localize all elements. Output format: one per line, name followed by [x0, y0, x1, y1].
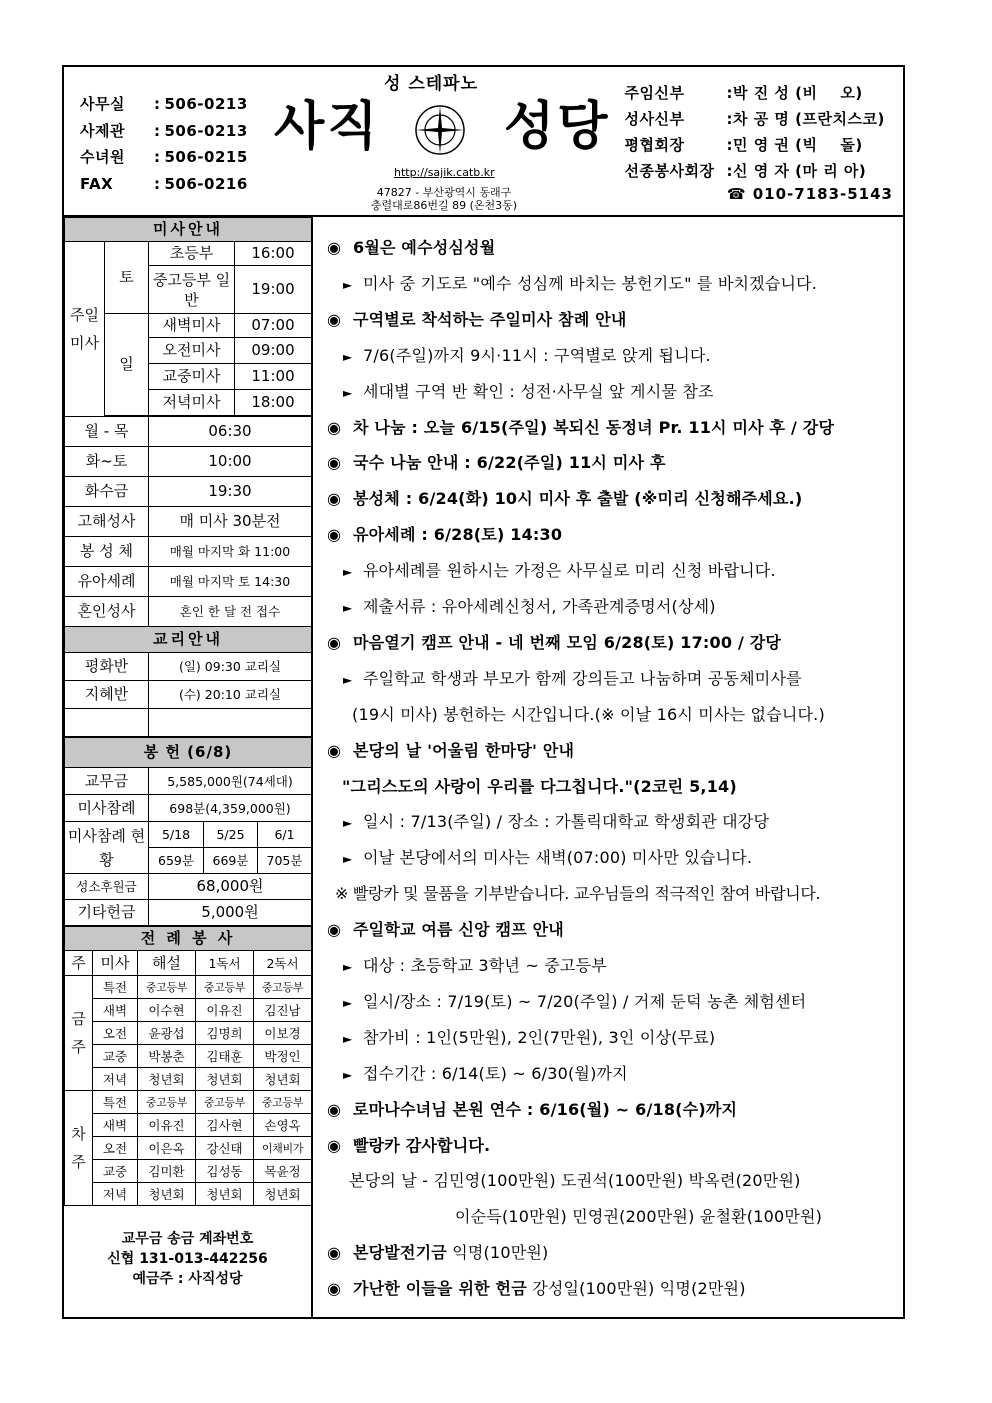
parish-name-part1: 사직	[274, 97, 381, 157]
mass-title: 미사안내	[65, 218, 312, 242]
weekday-schedule-table: 월 - 목 06:30 화~토 10:00 화수금 19:30 고해성사 매 미사 30분전 봉 성 체 매월 마지막 화 11:00 유아세례 매월 마지막 토 14:30 혼인성사 혼인 한 달 전 접수 교리안내 평화반 (일) 09:30 교리실 지혜반 (수) 20:10 교리실	[64, 416, 312, 737]
triangle-bullet-icon: ►	[343, 995, 353, 1010]
bullet-circle-icon: ◉	[327, 1279, 342, 1299]
header	[64, 67, 903, 217]
cross-logo-icon	[413, 103, 467, 157]
notice-line: "그리스도의 사랑이 우리를 다그칩니다."(2코린 5,14)	[342, 776, 737, 796]
contact-office: 사무실 : 506-0213	[80, 95, 248, 113]
notice-line: ◉ 차 나눔 : 오늘 6/15(주일) 복되신 동정녀 Pr. 11시 미사 후 / 강당	[327, 417, 835, 437]
offering-table: 봉 헌 (6/8) 교무금 5,585,000원(74세대) 미사참례 698분(4,359,000원) 미사참례 현황 5/18 5/25 6/1 659분 669분 705분 성소후원금 68,000원 기타헌금 5,000원	[64, 737, 312, 926]
notice-line: ► 미사 중 기도로 "예수 성심께 바치는 봉헌기도" 를 바치겠습니다.	[343, 273, 818, 293]
notice-line: ◉ 마음열기 캠프 안내 - 네 번째 모임 6/28(토) 17:00 / 강당	[327, 632, 782, 652]
bullet-circle-icon: ◉	[327, 238, 342, 257]
clergy-list	[625, 80, 894, 184]
notice-line: ► 접수기간 : 6/14(토) ~ 6/30(월)까지	[343, 1063, 628, 1083]
notice-line: ► 주일학교 학생과 부모가 함께 강의듣고 나눔하며 공동체미사를	[343, 668, 802, 688]
bullet-circle-icon: ◉	[327, 1135, 342, 1155]
bullet-circle-icon: ◉	[327, 920, 342, 940]
phone-number: ☎ 010-7183-5143	[726, 185, 893, 203]
next-week-label: 차주	[65, 1091, 93, 1206]
bullet-circle-icon: ◉	[327, 309, 342, 329]
triangle-bullet-icon: ►	[343, 816, 353, 831]
clergy-assistant: 성사신부 : 차 공 명 (프란치스코)	[624, 110, 885, 128]
attendance-label: 미사참례 현황	[65, 822, 149, 874]
contact-rectory: 사제관 : 506-0213	[80, 121, 248, 140]
notice-line: ► 이날 본당에서의 미사는 새벽(07:00) 미사만 있습니다.	[343, 848, 753, 868]
triangle-bullet-icon: ►	[343, 601, 353, 615]
offering-title: 봉 헌 (6/8)	[65, 738, 312, 768]
bullet-circle-icon: ◉	[327, 489, 342, 509]
notice-line: ◉ 국수 나눔 안내 : 6/22(주일) 11시 미사 후	[327, 453, 666, 473]
account-info: 교무금 송금 계좌번호 신협 131-013-442256 예금주 : 사직성당	[107, 1231, 268, 1287]
notice-line: ◉ 유아세례 : 6/28(토) 14:30	[327, 525, 563, 545]
triangle-bullet-icon: ►	[343, 960, 353, 974]
clergy-council: 평협회장 : 민 영 권 (빅 돌)	[624, 136, 863, 154]
left-column	[64, 217, 313, 1317]
notice-line: ※ 빨랑카 및 물품을 기부받습니다. 교우님들의 적극적인 참여 바랍니다.	[335, 884, 821, 904]
contact-fax: FAX : 506-0216	[80, 174, 248, 193]
parish-name-part2: 성당	[504, 97, 611, 157]
bullet-circle-icon: ◉	[327, 453, 342, 473]
parish-patron: 성 스테파노	[384, 74, 479, 94]
bullet-circle-icon: ◉	[327, 1099, 342, 1119]
triangle-bullet-icon: ►	[343, 852, 353, 867]
this-week-label: 금주	[65, 976, 93, 1091]
liturgy-table: 전 례 봉 사 주 미사 해설 1독서 2독서 금주 특전 중고등부 중고등부 중고등부 새벽 이수현 이유진 김진남 오전 윤광섭 김명희 이보경 교중 박봉춘 김태훈 박정인 저녁 청년회 청년회 청년회 차주 특전 중고등부 중고등부 중고등부 새벽 이유진 김사현 손영옥 오전 이은옥 강신태 이채비가 교중 김미환 김성동 목윤정 저녁 청년회 청년회 청년회	[64, 926, 312, 1206]
notice-line: ► 세대별 구역 반 확인 : 성전·사무실 앞 게시물 참조	[343, 381, 714, 401]
notice-line: ◉ 빨랑카 감사합니다.	[327, 1135, 491, 1155]
notice-line: ► 제출서류 : 유아세례신청서, 가족관계증명서(상세)	[343, 597, 716, 616]
bullet-circle-icon: ◉	[327, 632, 342, 652]
notice-line: ◉ 봉성체 : 6/24(화) 10시 미사 후 출발 (※미리 신청해주세요.)	[327, 489, 803, 509]
triangle-bullet-icon: ►	[343, 672, 353, 687]
bullet-circle-icon: ◉	[327, 740, 342, 760]
triangle-bullet-icon: ►	[343, 277, 353, 292]
bullet-circle-icon: ◉	[327, 525, 342, 545]
triangle-bullet-icon: ►	[343, 385, 353, 400]
liturgy-title: 전 례 봉 사	[65, 927, 312, 951]
notice-line: ◉ 본당의 날 '어울림 한마당' 안내	[327, 740, 575, 760]
triangle-bullet-icon: ►	[343, 1067, 353, 1082]
notice-line: ◉ 구역별로 착석하는 주일미사 참례 안내	[327, 309, 627, 329]
notice-line: ► 참가비 : 1인(5만원), 2인(7만원), 3인 이상(무료)	[343, 1027, 716, 1047]
catechism-empty	[65, 709, 149, 737]
bullet-circle-icon: ◉	[327, 1243, 342, 1263]
bullet-circle-icon: ◉	[327, 417, 342, 437]
notice-line: ► 7/6(주일)까지 9시·11시 : 구역별로 앉게 됩니다.	[343, 345, 711, 365]
notice-line: ◉ 로마나수녀님 본원 연수 : 6/16(월) ~ 6/18(수)까지	[327, 1099, 738, 1119]
notice-line: ◉ 가난한 이들을 위한 헌금 강성일(100만원) 익명(2만원)	[327, 1279, 746, 1299]
notice-line: ► 대상 : 초등학교 3학년 ~ 중고등부	[343, 956, 607, 975]
notice-line: 이순득(10만원) 민영권(200만원) 윤철환(100만원)	[455, 1207, 823, 1227]
triangle-bullet-icon: ►	[343, 1031, 353, 1046]
clergy-pastor: 주임신부 : 박 진 성 (비 오)	[624, 84, 863, 102]
parish-address: 47827 - 부산광역시 동래구 충렬대로86번길 89 (온천3동)	[370, 186, 518, 212]
notice-line: (19시 미사) 봉헌하는 시간입니다.(※ 이날 16시 미사는 없습니다.)	[352, 704, 825, 724]
notice-line: ► 유아세례를 원하시는 가정은 사무실로 미리 신청 바랍니다.	[343, 561, 776, 581]
contact-list	[80, 91, 248, 197]
sunday-mass-label: 주일미사	[65, 242, 105, 416]
notice-line: ◉ 주일학교 여름 신앙 캠프 안내	[327, 920, 564, 940]
saturday-label: 토	[105, 242, 149, 314]
mass-table: 미사안내 주일미사 토 초등부 16:00 중고등부 일반 19:00 일 새벽미사 07:00 오전미사 09:00 교중미사 11:00 저녁미사 18:00	[64, 217, 312, 416]
notice-line: ◉ 6월은 예수성심성월	[327, 238, 496, 257]
parish-website-link[interactable]: http://sajik.catb.kr	[394, 166, 495, 179]
notice-line: ◉ 본당발전기금 익명(10만원)	[327, 1243, 549, 1263]
sunday-label: 일	[105, 314, 149, 416]
bulletin-frame	[62, 65, 905, 1319]
notice-line: ► 일시/장소 : 7/19(토) ~ 7/20(주일) / 거제 둔덕 농촌 체험센터	[343, 991, 807, 1011]
contact-convent: 수녀원 : 506-0215	[80, 148, 248, 166]
triangle-bullet-icon: ►	[343, 349, 353, 364]
notice-line: ► 일시 : 7/13(주일) / 장소 : 가톨릭대학교 학생회관 대강당	[343, 812, 770, 832]
triangle-bullet-icon: ►	[343, 565, 353, 580]
catechism-title: 교리안내	[65, 627, 312, 653]
notice-line: 본당의 날 - 김민영(100만원) 도권석(100만원) 박옥련(20만원)	[349, 1171, 801, 1191]
clergy-funeral: 선종봉사회장 : 신 영 자 (마 리 아)	[624, 162, 867, 180]
